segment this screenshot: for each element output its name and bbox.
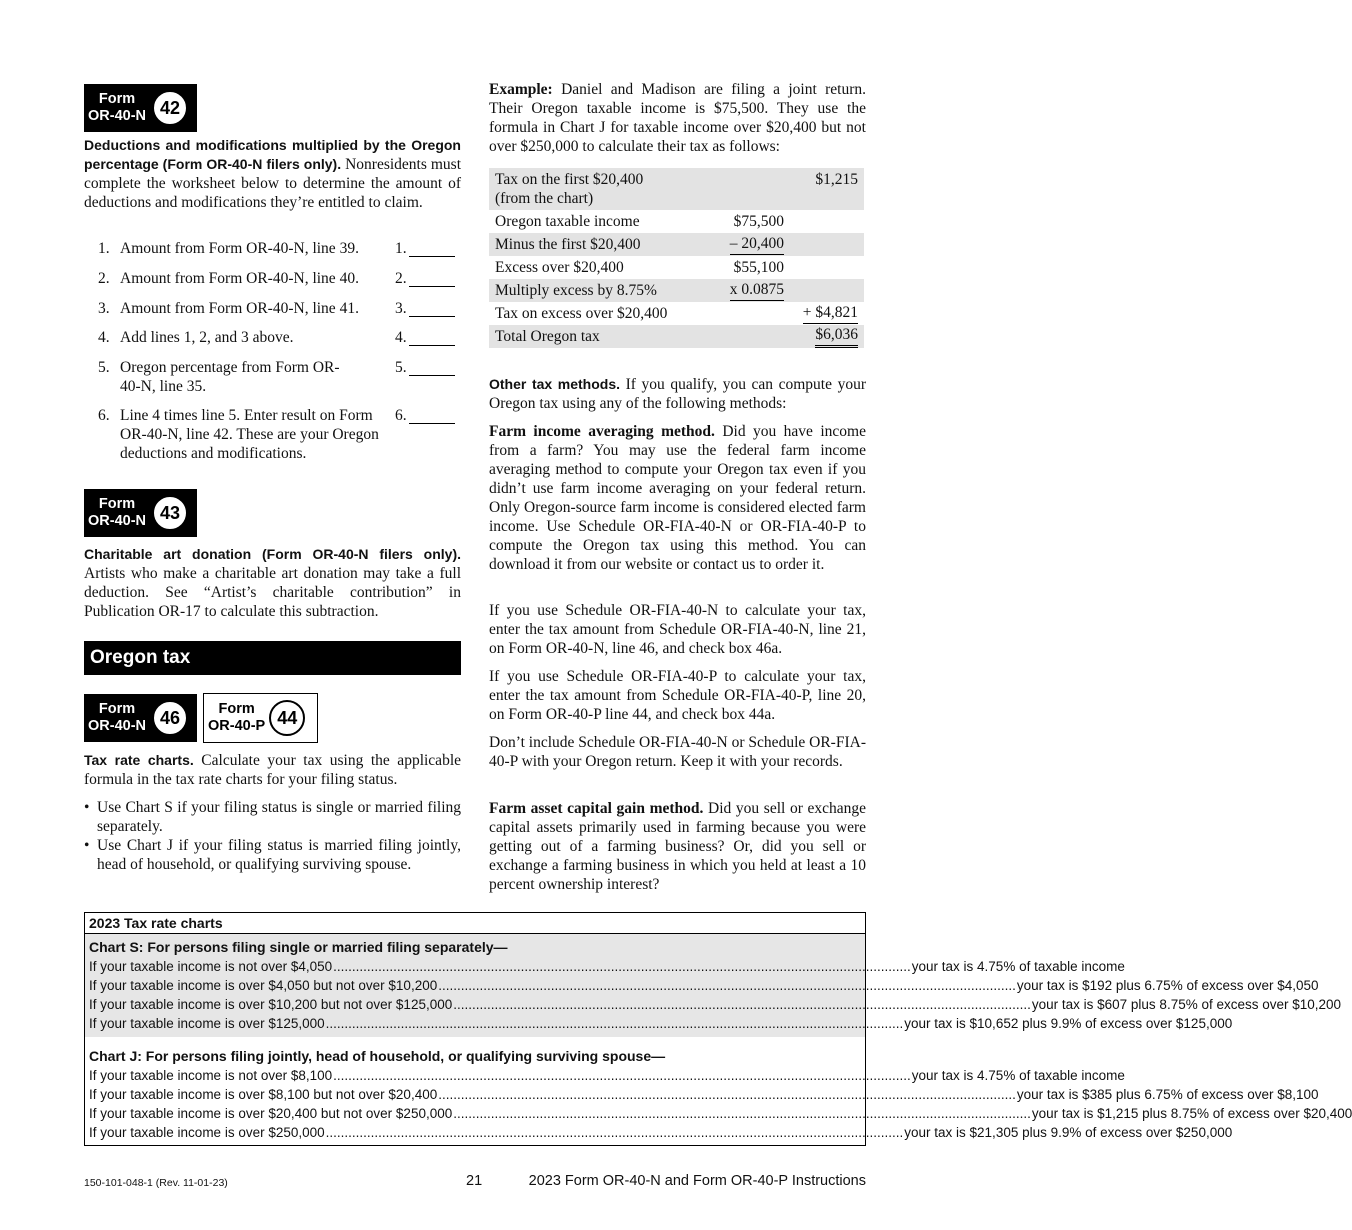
deductions-text: Nonresidents must complete the worksheet below to determine the amount of deductions and modifications they’re entitled to claim. [84, 156, 462, 211]
deductions-heading: Deductions and modifications multiplied by the Oregon percentage (Form OR-40-N filers only). [84, 137, 461, 172]
worksheet-number: 2. [98, 270, 110, 287]
footer-page-number: 21 [466, 1173, 483, 1189]
form-badge-or40n-46 [84, 694, 197, 742]
tax-rate-charts [84, 912, 1352, 1146]
example-text: Daniel and Madison are filing a joint return. Their Oregon taxable income is $75,500. They use the formula in Chart J for taxable income over $20,400 but not over $250,000 to calculate their tax as follows: [489, 81, 867, 155]
farm-asset-paragraph [489, 799, 866, 894]
badge-line-number: 43 [152, 495, 188, 531]
filing-status-bullets [84, 798, 461, 874]
worksheet-text: Amount from Form OR-40-N, line 40. [120, 270, 359, 287]
chart-s-heading: Chart S: For persons filing single or married filing separately— [89, 939, 508, 955]
worksheet-blank[interactable] [409, 299, 455, 317]
badge-form-name: OR-40-N [88, 108, 147, 124]
footer-title: 2023 Form OR-40-N and Form OR-40-P Instructions [528, 1173, 866, 1189]
worksheet-blank[interactable] [409, 358, 455, 376]
chart-row: If your taxable income is over $4,050 but not over $10,200 .......................................................................................................................................................... your tax is $192 plus 6.75% of excess over $4,050 [89, 978, 1319, 993]
chart-row: If your taxable income is not over $4,050 .......................................................................................................................................................... your tax is 4.75% of taxable income [89, 959, 1125, 974]
worksheet-line-label: 1. [395, 240, 407, 257]
footer-form-code: 150-101-048-1 (Rev. 11-01-23) [84, 1177, 228, 1189]
badge-form-name: OR-40-P [208, 718, 266, 734]
worksheet-text: Amount from Form OR-40-N, line 41. [120, 300, 359, 317]
section-title-oregon-tax: Oregon tax [84, 641, 461, 675]
charitable-heading: Charitable art donation (Form OR-40-N filers only). [84, 546, 461, 562]
table-row: Total Oregon tax $6,036 [489, 325, 864, 348]
chart-s [85, 934, 1342, 1037]
worksheet-number: 5. [98, 359, 110, 376]
worksheet-row [98, 239, 460, 259]
example-table [489, 168, 864, 348]
other-methods-heading: Other tax methods. [489, 376, 620, 392]
worksheet-blank[interactable] [409, 328, 455, 346]
fia-n-paragraph: If you use Schedule OR-FIA-40-N to calculate your tax, enter the tax amount from Schedule OR-FIA-40-N, line 21, on Form OR-40-N, line 46, and check box 46a. [489, 602, 866, 657]
tax-rate-paragraph [84, 751, 461, 789]
worksheet-text: Oregon percentage from Form OR-40-N, line 35. [120, 359, 340, 395]
table-row: Tax on excess over $20,400 + $4,821 [495, 304, 858, 322]
charts-title: 2023 Tax rate charts [85, 913, 865, 934]
badge-form-label: Form [218, 701, 255, 717]
chart-j-heading: Chart J: For persons filing jointly, head of household, or qualifying surviving spouse— [89, 1048, 666, 1064]
worksheet-row [98, 269, 460, 289]
badge-form-name: OR-40-N [88, 718, 147, 734]
worksheet-line-label: 4. [395, 329, 407, 346]
table-row: Minus the first $20,400 – 20,400 [489, 233, 864, 256]
worksheet-line-label: 6. [395, 407, 407, 424]
table-row: Oregon taxable income $75,500 [495, 213, 784, 230]
dont-include-paragraph: Don’t include Schedule OR-FIA-40-N or Schedule OR-FIA-40-P with your Oregon return. Keep it with your records. [489, 734, 866, 770]
worksheet-blank[interactable] [409, 269, 455, 287]
farm-income-paragraph [489, 422, 866, 574]
deductions-paragraph [84, 136, 461, 212]
tax-rate-text: Calculate your tax using the applicable formula in the tax rate charts for your filing status. [84, 752, 461, 788]
list-item: • Use Chart J if your filing status is married filing jointly, head of household, or qualifying surviving spouse. [84, 837, 461, 873]
farm-asset-heading: Farm asset capital gain method. [489, 800, 704, 817]
badge-form-name: OR-40-N [88, 513, 147, 529]
worksheet-row [98, 406, 460, 466]
form-badge-or40n-42 [84, 84, 197, 132]
table-row: Multiply excess by 8.75% x 0.0875 [489, 279, 864, 302]
farm-income-heading: Farm income averaging method. [489, 423, 715, 440]
chart-row: If your taxable income is over $10,200 but not over $125,000 .......................................................................................................................................................... your tax is $607 plus 8.75% of excess over $10,200 [89, 997, 1342, 1012]
chart-row: If your taxable income is over $125,000 .......................................................................................................................................................... your tax is $10,652 plus 9.9% of excess over $125,000 [89, 1016, 1233, 1031]
badge-form-label: Form [98, 91, 136, 107]
worksheet-number: 4. [98, 329, 110, 346]
worksheet-blank[interactable] [409, 406, 455, 424]
chart-row: If your taxable income is over $250,000 .......................................................................................................................................................... your tax is $21,305 plus 9.9% of excess over $250,000 [89, 1125, 1233, 1140]
farm-asset-text: Did you sell or exchange capital assets primarily used in farming because you were getting out of a farming business? Or, did you sell or exchange a farming business in which you held at least a 10 percent ownership interest? [489, 800, 867, 893]
worksheet-row [98, 328, 460, 348]
worksheet-text: Line 4 times line 5. Enter result on Form OR-40-N, line 42. These are your Oregon deductions and modifications. [120, 407, 379, 462]
chart-j [85, 1037, 1352, 1142]
form-badge-or40n-43 [84, 489, 197, 537]
form-badge-or40p-44 [203, 693, 318, 743]
badge-line-number: 44 [269, 700, 305, 736]
worksheet-row [98, 358, 460, 398]
worksheet-number: 6. [98, 407, 110, 424]
farm-income-text: Did you have income from a farm? You may use the federal farm income averaging method to compute your Oregon tax even if you didn’t use farm income averaging on your federal return. Only Oregon-source farm income is considered elected farm income. Use Schedule OR-FIA-40-N or OR-FIA-40-P to compute the Oregon tax using this method. You can download it from our website or contact us to order it. [489, 423, 866, 573]
badge-form-label: Form [98, 701, 136, 717]
tax-rate-heading: Tax rate charts. [84, 752, 194, 768]
charitable-text: Artists who make a charitable art donation may take a full deduction. See “Artist’s charitable contribution” in Publication OR-17 to calculate this subtraction. [84, 565, 461, 620]
other-methods-paragraph [489, 375, 866, 413]
badge-line-number: 46 [152, 700, 188, 736]
list-item: • Use Chart S if your filing status is single or married filing separately. [84, 799, 461, 835]
worksheet-line-label: 5. [395, 359, 407, 376]
worksheet-line-label: 2. [395, 270, 407, 287]
chart-row: If your taxable income is over $20,400 but not over $250,000 .......................................................................................................................................................... your tax is $1,215 plus 8.75% of excess over $20,400 [89, 1106, 1352, 1121]
chart-row: If your taxable income is over $8,100 but not over $20,400 .......................................................................................................................................................... your tax is $385 plus 6.75% of excess over $8,100 [89, 1087, 1319, 1102]
worksheet-row [98, 299, 460, 319]
charitable-paragraph [84, 545, 461, 621]
other-methods-text: If you qualify, you can compute your Oregon tax using any of the following methods: [489, 376, 866, 412]
badge-line-number: 42 [152, 90, 188, 126]
worksheet-text: Add lines 1, 2, and 3 above. [120, 329, 294, 346]
worksheet-number: 3. [98, 300, 110, 317]
example-paragraph [489, 80, 866, 156]
badge-form-label: Form [98, 496, 136, 512]
worksheet-number: 1. [98, 240, 110, 257]
worksheet-text: Amount from Form OR-40-N, line 39. [120, 240, 359, 257]
worksheet-line-label: 3. [395, 300, 407, 317]
chart-row: If your taxable income is not over $8,100 .......................................................................................................................................................... your tax is 4.75% of taxable income [89, 1068, 1125, 1083]
worksheet-blank[interactable] [409, 239, 455, 257]
table-row: Excess over $20,400 $55,100 [495, 259, 784, 276]
fia-p-paragraph: If you use Schedule OR-FIA-40-P to calculate your tax, enter the tax amount from Schedule OR-FIA-40-P, line 20, on Form OR-40-P line 44, and check box 44a. [489, 668, 866, 723]
table-row: Tax on the first $20,400 (from the chart) $1,215 [489, 168, 864, 210]
example-heading: Example: [489, 81, 553, 98]
